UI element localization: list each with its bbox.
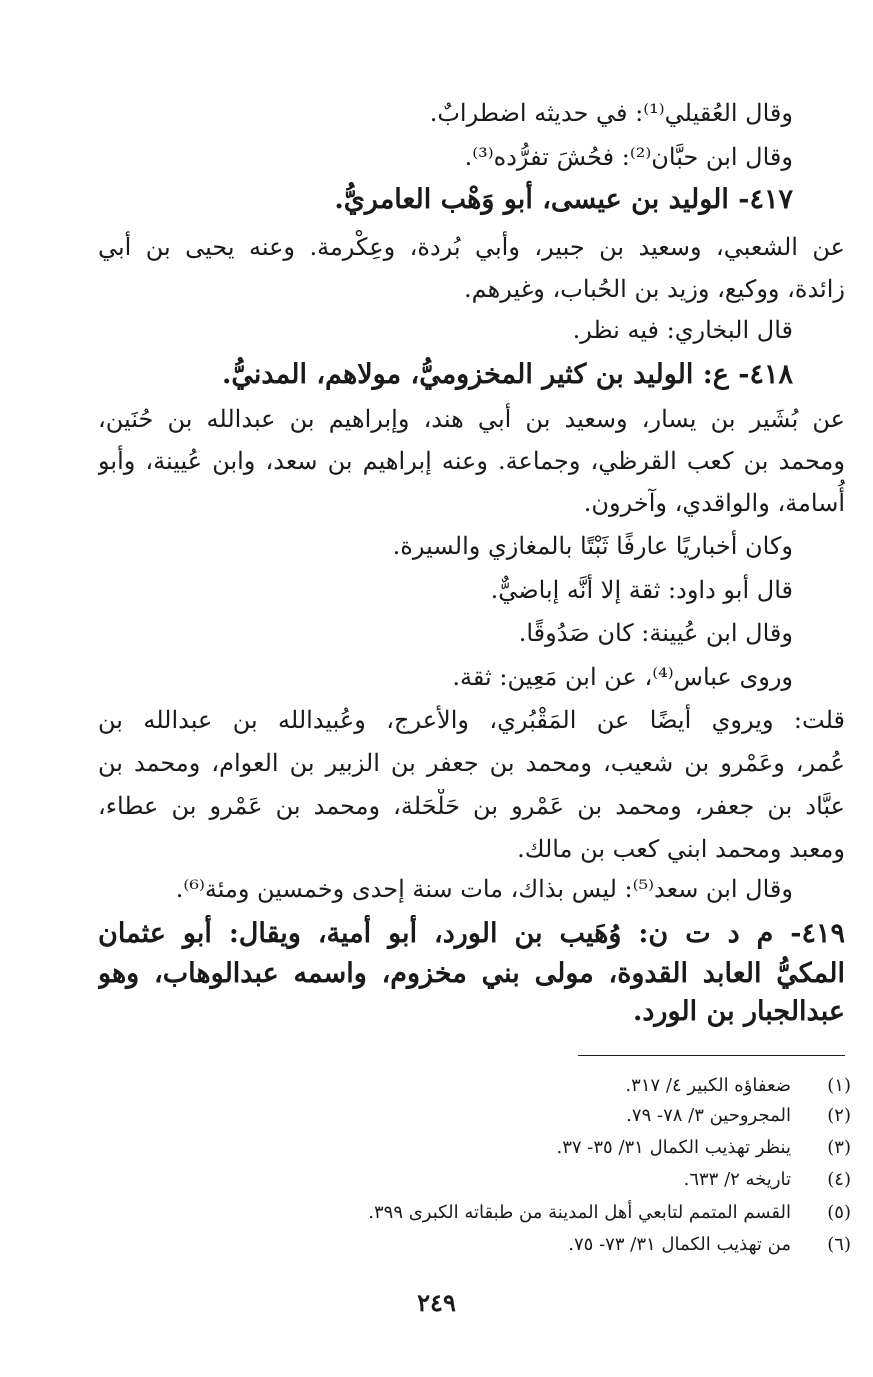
text-line: قال أبو داود: ثقة إلا أنَّه إباضيٌّ. bbox=[490, 576, 793, 604]
text-line: ومحمد بن كعب القرظي، وجماعة. وعنه إبراهيم بن سعد، وابن عُيينة، وأبو bbox=[98, 447, 845, 475]
text-line: عُمر، وعَمْرو بن شعيب، ومحمد بن جعفر بن الزبير بن العوام، ومحمد بن bbox=[98, 749, 845, 777]
footnote-text: ينظر تهذيب الكمال ٣١/ ٣٥- ٣٧. bbox=[556, 1137, 791, 1158]
text-line: أُسامة، والواقدي، وآخرون. bbox=[583, 489, 845, 517]
footnote-text: المجروحين ٣/ ٧٨- ٧٩. bbox=[626, 1105, 791, 1126]
footnote-number: (١) bbox=[827, 1075, 851, 1096]
text-line: وقال ابن سعد⁽⁵⁾: ليس بذاك، مات سنة إحدى وخمسين ومئة⁽⁶⁾. bbox=[175, 875, 793, 903]
entry-heading: ٤١٨- ع: الوليد بن كثير المخزوميُّ، مولاهم، المدنيُّ. bbox=[222, 359, 793, 390]
footnote-number: (٢) bbox=[827, 1105, 851, 1126]
text-line: عبَّاد بن جعفر، ومحمد بن عَمْرو بن حَلْحَلة، ومحمد بن عَمْرو بن عطاء، bbox=[98, 792, 845, 820]
text-line: زائدة، ووكيع، وزيد بن الحُباب، وغيرهم. bbox=[463, 275, 845, 303]
footnote bbox=[568, 1232, 851, 1258]
footnote-number: (٥) bbox=[827, 1202, 851, 1223]
text-line: وقال ابن حبَّان⁽²⁾: فحُشَ تفرُّده⁽³⁾. bbox=[464, 143, 793, 171]
entry-heading: ٤١٧- الوليد بن عيسى، أبو وَهْب العامريُّ. bbox=[334, 184, 793, 215]
footnote-text: من تهذيب الكمال ٣١/ ٧٣- ٧٥. bbox=[568, 1234, 791, 1255]
text-line: عن بُشَير بن يسار، وسعيد بن أبي هند، وإبراهيم بن عبدالله بن حُنَين، bbox=[98, 405, 845, 433]
text-line: قلت: ويروي أيضًا عن المَقْبُري، والأعرج، وعُبيدالله بن عبدالله بن bbox=[98, 706, 845, 734]
footnote bbox=[368, 1200, 851, 1226]
footnote-number: (٦) bbox=[827, 1234, 851, 1255]
footnote bbox=[684, 1167, 851, 1193]
footnote-text: تاريخه ٢/ ٦٣٣. bbox=[683, 1169, 791, 1190]
entry-heading: عبدالجبار بن الورد. bbox=[632, 996, 845, 1027]
text-line: قال البخاري: فيه نظر. bbox=[572, 316, 793, 344]
footnote-number: (٣) bbox=[827, 1137, 851, 1158]
footnote bbox=[556, 1135, 851, 1161]
text-line: ومعبد ومحمد ابني كعب بن مالك. bbox=[517, 835, 845, 863]
footnote-separator bbox=[578, 1055, 845, 1056]
text-line: وقال ابن عُيينة: كان صَدُوقًا. bbox=[518, 619, 793, 647]
text-line: وقال العُقيلي⁽¹⁾: في حديثه اضطرابٌ. bbox=[429, 99, 793, 127]
entry-heading: ٤١٩- م د ت ن: وُهَيب بن الورد، أبو أُمية، ويقال: أبو عثمان bbox=[98, 918, 845, 949]
text-line: وكان أخباريًا عارفًا ثَبْتًا بالمغازي والسيرة. bbox=[392, 532, 793, 560]
footnote bbox=[625, 1073, 851, 1099]
page-number: ٢٤٩ bbox=[417, 1288, 456, 1317]
footnote-text: القسم المتمم لتابعي أهل المدينة من طبقاته الكبرى ٣٩٩. bbox=[368, 1202, 791, 1223]
footnote-number: (٤) bbox=[827, 1169, 851, 1190]
footnote-text: ضعفاؤه الكبير ٤/ ٣١٧. bbox=[625, 1075, 791, 1096]
text-line: وروى عباس⁽⁴⁾، عن ابن مَعِين: ثقة. bbox=[452, 663, 793, 691]
footnote bbox=[626, 1103, 851, 1129]
entry-heading: المكيُّ العابد القدوة، مولى بني مخزوم، واسمه عبدالوهاب، وهو bbox=[98, 958, 845, 989]
text-line: عن الشعبي، وسعيد بن جبير، وأبي بُردة، وعِكْرمة. وعنه يحيى بن أبي bbox=[98, 233, 845, 261]
